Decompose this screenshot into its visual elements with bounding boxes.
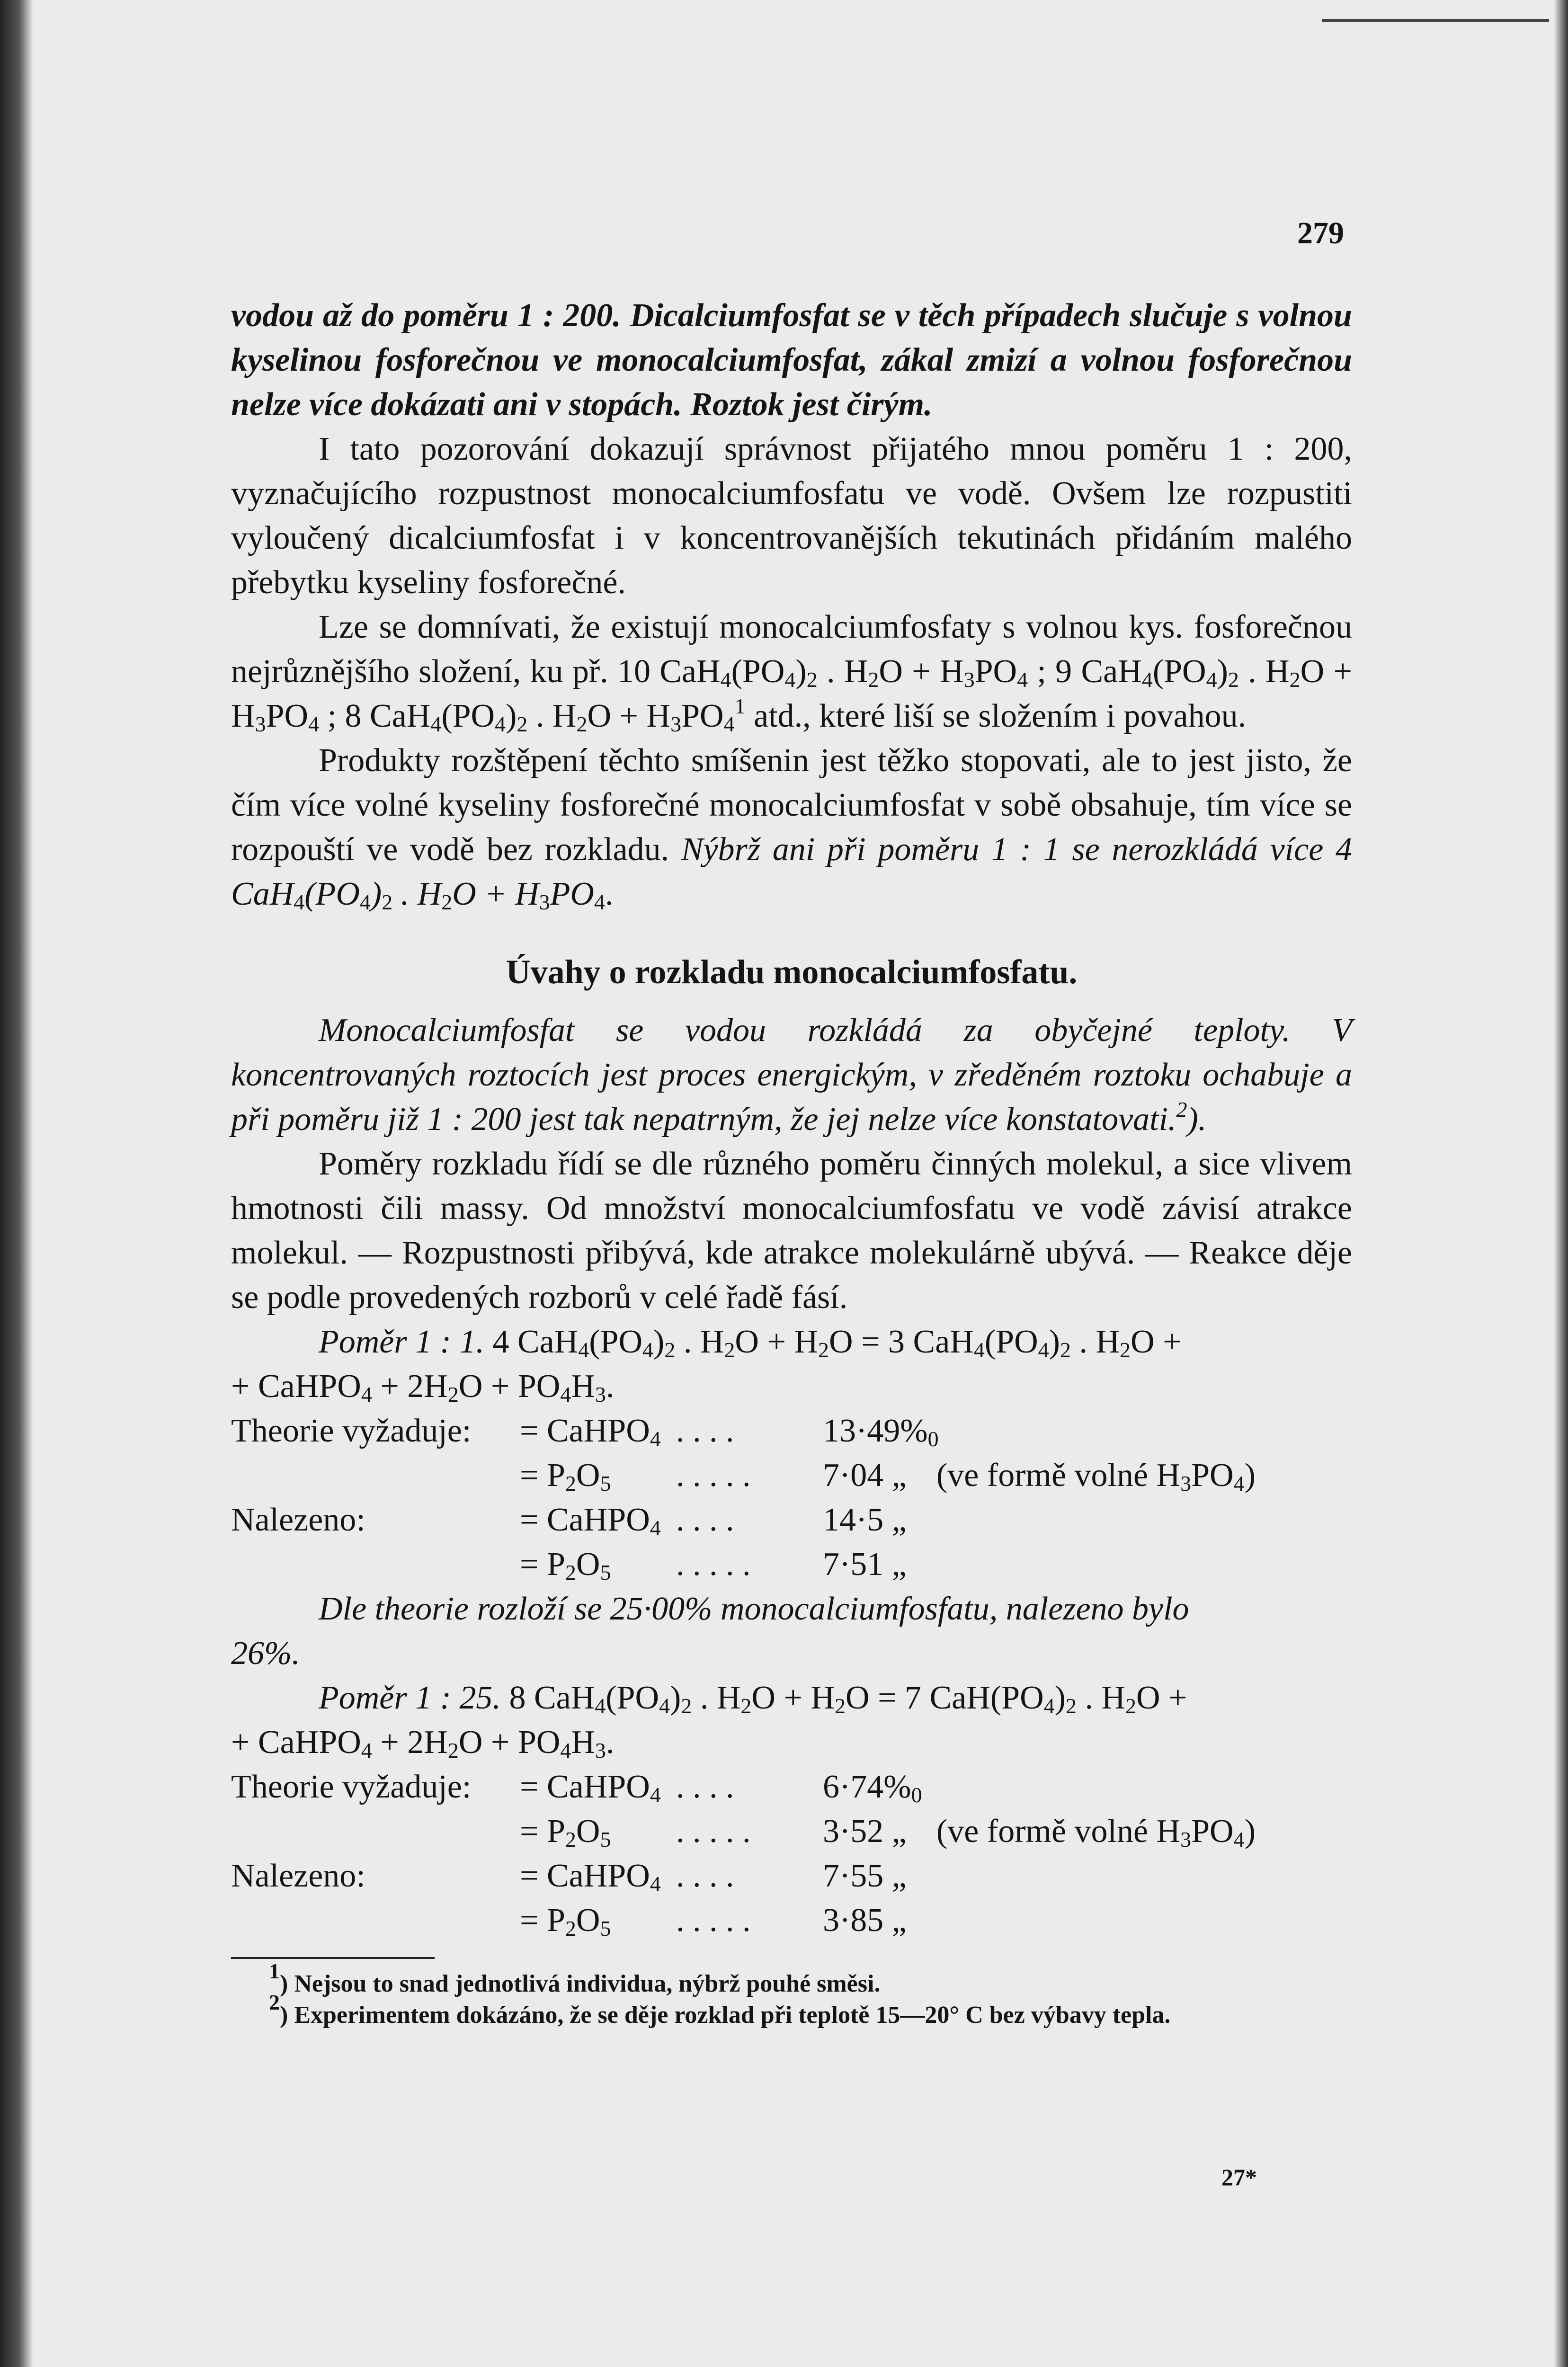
printer-signature: 27* — [1221, 2164, 1257, 2190]
ratio-1-1-found-row-1: Nalezeno: = CaHPO$_4$ . . . . 14·5 „ — [231, 1502, 907, 1540]
paragraph-monocalcium-variants: Lze se domnívati, že existují monocalciumfosfaty s volnou kys. fosforečnou nejrůznějšího složení, ku př. 10 $CaH_4(PO_4)_2$ . $H_2O + H_3PO_4$ ; 9 $CaH_4(PO_4)_2$ . $H_2O + H_3PO_4$ ; 8 $CaH_4(PO_4)_2$ . $H_2O + H_3PO_4^1$ atd., které liší se složením i povahou. — [231, 609, 1352, 736]
paragraph-correctness: I tato pozorování dokazují správnost přijatého mnou poměru 1 : 200, vyznačujícího rozpustnost monocalciumfosfatu ve vodě. Ovšem lze rozpustiti vyloučený dicalciumfosfat i v koncentrovanějších tekutinách přidáním malého přebytku kyseliny fosforečné. — [231, 431, 1352, 601]
footnote-2: $^2$) Experimentem dokázáno, že se děje rozklad při teplotě 15—20° C bez výbavy tepla. — [269, 1990, 1171, 2029]
ratio-1-1-conclusion-cont: 26%. — [231, 1635, 300, 1672]
ratio-1-25-theory-row-2: = $P_2O_5$ . . . . . 3·52 „ (ve formě volné $H_3PO_4$) — [520, 1813, 1256, 1851]
scan-artifact-line — [1322, 19, 1549, 22]
ratio-1-1-theory-row-2: = $P_2O_5$ . . . . . 7·04 „ (ve formě volné $H_3PO_4$) — [520, 1457, 1256, 1495]
section-heading: Úvahy o rozkladu monocalciumfosfatu. — [506, 953, 1078, 991]
ratio-1-1-found-row-2: = $P_2O_5$ . . . . . 7·51 „ — [520, 1546, 907, 1584]
paragraph-ratios: Poměry rozkladu řídí se dle různého poměru činných molekul, a sice vlivem hmotnosti čili massy. Od množství monocalciumfosfatu ve vodě závisí atrakce molekul. — Rozpustnosti přibývá, kde atrakce molekulárně ubývá. — Reakce děje se podle provedených rozborů v celé řadě fásí. — [231, 1146, 1352, 1316]
ratio-1-25-theory-row-1: Theorie vyžaduje: = CaHPO$_4$ . . . . $6\cdot 74\%_0$ — [231, 1769, 922, 1807]
ratio-1-25-found-row-2: = $P_2O_5$ . . . . . 3·85 „ — [520, 1902, 907, 1940]
footnote-1: $^1$) Nejsou to snad jednotlivá individua, nýbrž pouhé směsi. — [269, 1959, 881, 1997]
scan-edge-left — [0, 0, 33, 2367]
ratio-1-1-equation: Poměr 1 : 1. 4 $CaH_4(PO_4)_2$ . $H_2O + H_2O = 3$ $CaH_4(PO_4)_2$ . $H_2O$ + — [319, 1324, 1182, 1362]
ratio-1-25-equation: Poměr 1 : 25. 8 $CaH_4(PO_4)_2$ . $H_2O + H_2O = 7$ $CaH(PO_4)_2$ . $H_2O$ + — [319, 1680, 1187, 1718]
ratio-1-1-theory-row-1: Theorie vyžaduje: = CaHPO$_4$ . . . . $13\cdot 49\%_0$ — [231, 1413, 939, 1451]
paragraph-products: Produkty rozštěpení těchto smíšenin jest těžko stopovati, ale to jest jisto, že čím více volné kyseliny fosforečné monocalciumfosfat v sobě obsahuje, tím více se rozpouští ve vodě bez rozkladu. Nýbrž ani při poměru 1 : 1 se nerozkládá více 4 $CaH_4(PO_4)_2$ . $H_2O + H_3PO_4$. — [231, 742, 1352, 914]
paragraph-decomposition: Monocalciumfosfat se vodou rozkládá za obyčejné teploty. V koncentrovaných roztocích jest proces energickým, v zředěném roztoku ochabuje a při poměru již 1 : 200 jest tak nepatrným, že jej nelze více konstatovati.$^2$). — [231, 1012, 1352, 1138]
ratio-1-25-found-row-1: Nalezeno: = CaHPO$_4$ . . . . 7·55 „ — [231, 1858, 907, 1896]
page-body — [231, 208, 1352, 2031]
ratio-1-1-conclusion: Dle theorie rozloží se 25·00% monocalciumfosfatu, nalezeno bylo — [319, 1591, 1189, 1627]
ratio-1-25-equation-cont: + CaHPO$_4$ + $2H_2O + PO_4H_3$. — [231, 1724, 615, 1762]
page-number: 279 — [1297, 216, 1344, 250]
footnote-rule — [231, 1957, 435, 1959]
intro-paragraph: vodou až do poměru 1 : 200. Dicalciumfosfat se v těch případech slučuje s volnou kyselinou fosforečnou ve monocalciumfosfat, zákal zmizí a volnou fosforečnou nelze více dokázati ani v stopách. Roztok jest čirým. — [231, 297, 1352, 423]
ratio-1-1-equation-cont: + CaHPO$_4$ + $2H_2O + PO_4H_3$. — [231, 1368, 615, 1406]
scan-edge-right — [1554, 0, 1568, 2367]
